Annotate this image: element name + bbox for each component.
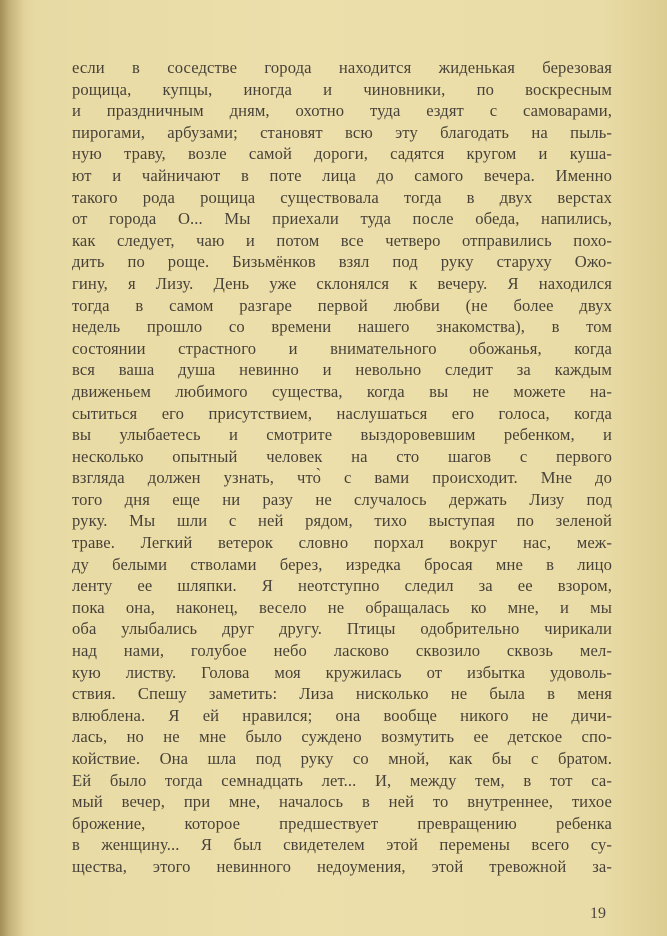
text-line: пока она, наконец, весело не обращалась ко мне, и мы xyxy=(72,597,612,617)
text-line: щества, этого невинного недоумения, этой тревожной за- xyxy=(72,856,612,876)
text-line: лась, но не мне было суждено возмутить ее детское спо- xyxy=(72,727,612,747)
text-line: гину, я Лизу. День уже склонялся к вечеру. Я находился xyxy=(72,273,612,293)
text-line: рощица, купцы, иногда и чиновники, по воскресным xyxy=(72,79,612,99)
text-line: такого рода рощица существовала тогда в двух верстах xyxy=(72,187,612,207)
text-line: от города О... Мы приехали туда после обеда, напились, xyxy=(72,209,612,229)
text-line: состоянии страстного и внимательного обожанья, когда xyxy=(72,338,612,358)
text-line: как следует, чаю и потом все четверо отправились похо- xyxy=(72,230,612,250)
page-number: 19 xyxy=(590,905,606,922)
text-line: Ей было тогда семнадцать лет... И, между тем, в тот са- xyxy=(72,770,612,790)
text-line: ду белыми стволами берез, изредка бросая мне в лицо xyxy=(72,554,612,574)
text-line: вы улыбаетесь и смотрите выздоровевшим ребенком, и xyxy=(72,425,612,445)
text-line: ную траву, возле самой дороги, садятся кругом и куша- xyxy=(72,144,612,164)
text-line: пирогами, арбузами; становят всю эту благодать на пыль- xyxy=(72,122,612,142)
text-line: над нами, голубое небо ласково сквозило сквозь мел- xyxy=(72,641,612,661)
text-line: ствия. Спешу заметить: Лиза нисколько не была в меня xyxy=(72,684,612,704)
text-line: ют и чайничают в поте лица до самого вечера. Именно xyxy=(72,165,612,185)
text-line: брожение, которое предшествует превращению ребенка xyxy=(72,813,612,833)
text-line: несколько опытный человек на сто шагов с первого xyxy=(72,446,612,466)
page-binding-shadow xyxy=(0,0,24,936)
text-line: если в соседстве города находится жиденькая березовая xyxy=(72,58,612,77)
book-page-text xyxy=(72,57,612,878)
text-line: койствие. Она шла под руку со мной, как бы с братом. xyxy=(72,749,612,768)
text-line: в женщину... Я был свидетелем этой перемены всего су- xyxy=(72,835,612,855)
text-line: того дня еще ни разу не случалось держать Лизу под xyxy=(72,489,612,509)
text-line: руку. Мы шли с ней рядом, тихо выступая по зеленой xyxy=(72,511,612,531)
text-line: ленту ее шляпки. Я неотступно следил за ее взором, xyxy=(72,576,612,596)
text-line: движеньем любимого существа, когда вы не можете на- xyxy=(72,381,612,401)
text-line: взгляда должен узнать, что̀ с вами происходит. Мне до xyxy=(72,468,612,488)
text-line: недель прошло со времени нашего знакомства), в том xyxy=(72,317,612,337)
text-line: и праздничным дням, охотно туда ездят с самоварами, xyxy=(72,101,612,121)
text-line: мый вечер, при мне, началось в ней то внутреннее, тихое xyxy=(72,792,612,812)
text-line: дить по роще. Бизьмёнков взял под руку старуху Ожо- xyxy=(72,252,612,272)
text-line: тогда в самом разгаре первой любви (не более двух xyxy=(72,295,612,315)
text-line: кую листву. Голова моя кружилась от избытка удоволь- xyxy=(72,662,612,682)
text-line: вся ваша душа невинно и невольно следит за каждым xyxy=(72,360,612,380)
text-line: влюблена. Я ей нравился; она вообще никого не дичи- xyxy=(72,705,612,725)
text-line: траве. Легкий ветерок словно порхал вокруг нас, меж- xyxy=(72,533,612,553)
text-line: оба улыбались друг другу. Птицы одобрительно чирикали xyxy=(72,619,612,639)
text-line: сытиться его присутствием, наслушаться его голоса, когда xyxy=(72,403,612,423)
